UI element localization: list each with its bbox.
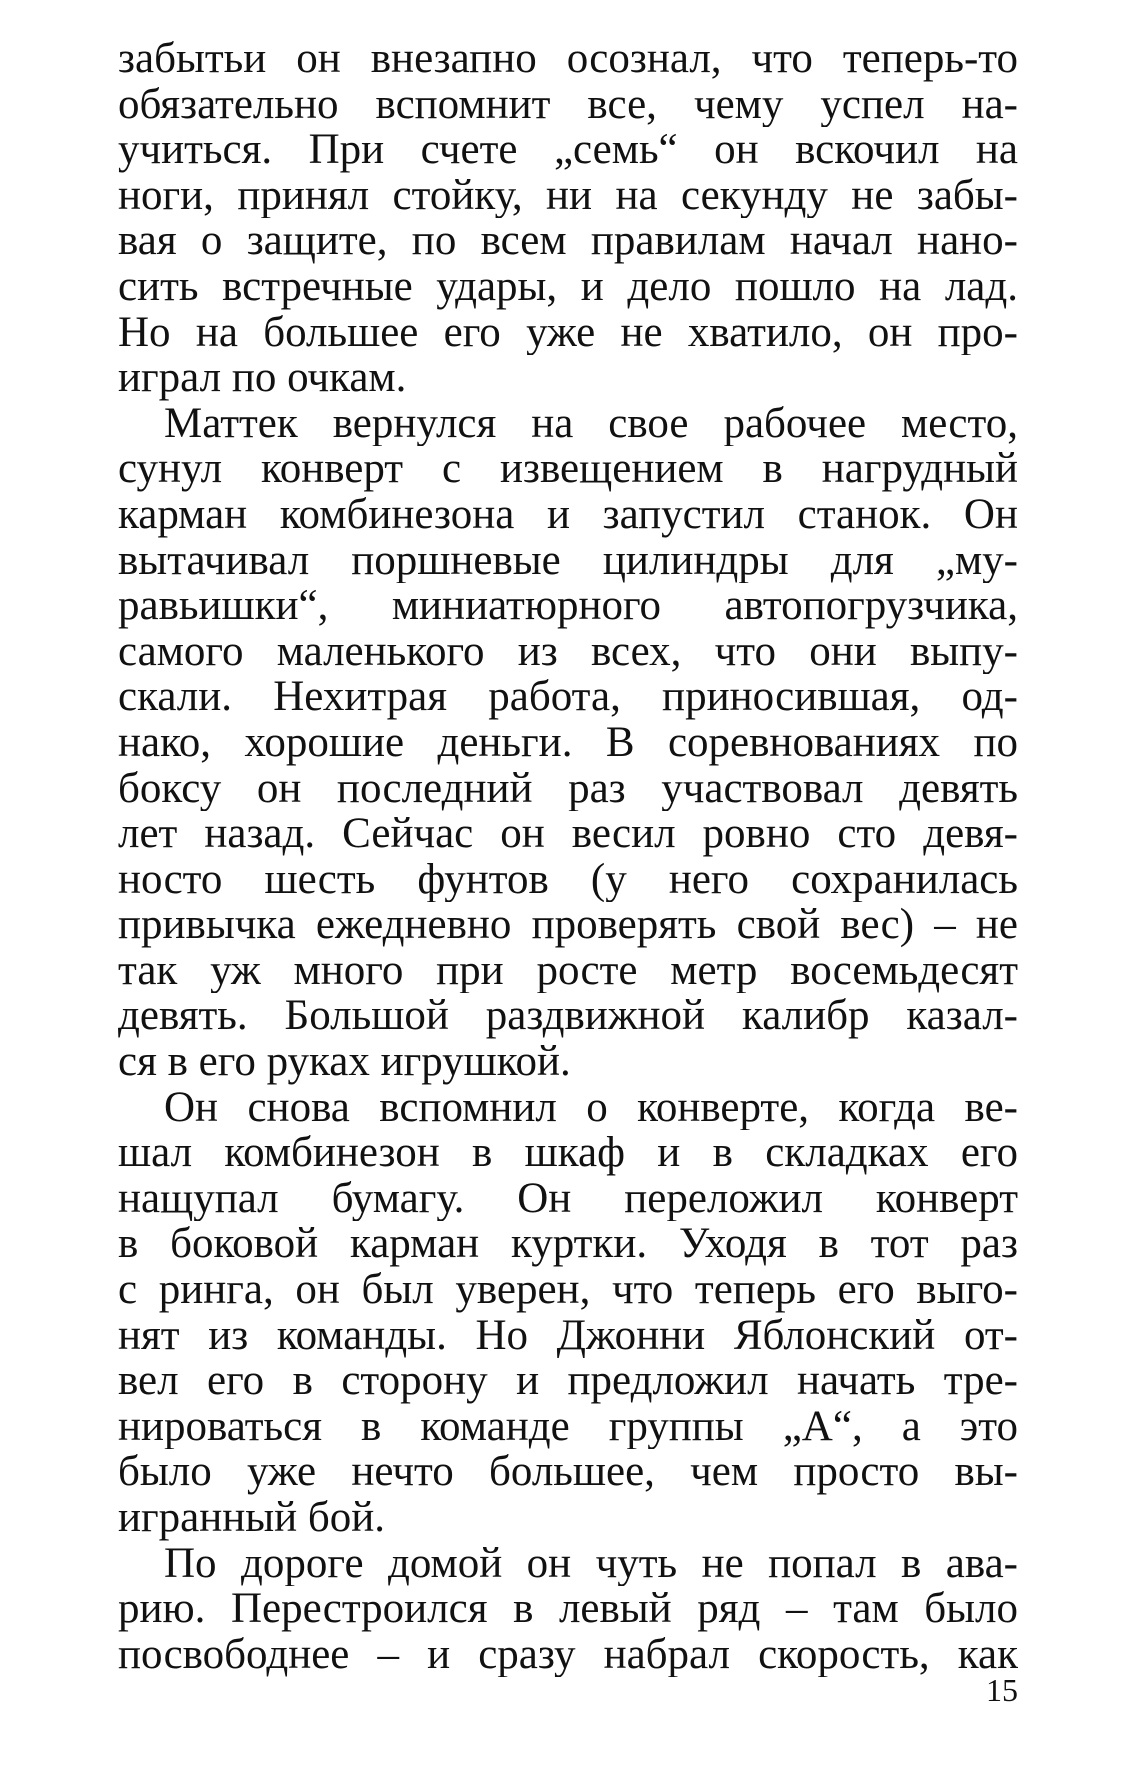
text-line: вел его в сторону и предложил начать тре- <box>118 1358 1018 1404</box>
page-number: 15 <box>986 1672 1018 1708</box>
text-line: забытьи он внезапно осознал, что теперь-то <box>118 36 1018 82</box>
text-line: равьишки“, миниатюрного автопогрузчика, <box>118 583 1018 629</box>
text-line: вая о защите, по всем правилам начал нано- <box>118 218 1018 264</box>
text-line: По дороге домой он чуть не попал в ава- <box>164 1540 1018 1587</box>
text-line: играл по очкам. <box>118 355 407 401</box>
text-line: Он снова вспомнил о конверте, когда ве- <box>164 1084 1018 1131</box>
text-line: сить встречные удары, и дело пошло на лад. <box>118 263 1018 310</box>
text-line: нироваться в команде группы „А“, а это <box>118 1403 1018 1450</box>
text-line: ся в его руках игрушкой. <box>118 1039 571 1085</box>
text-line: носто шесть фунтов (у него сохранилась <box>118 856 1018 903</box>
text-line: девять. Большой раздвижной калибр казал- <box>118 993 1018 1040</box>
text-line: в боковой карман куртки. Уходя в тот раз <box>118 1221 1018 1268</box>
text-line: нят из команды. Но Джонни Яблонский от- <box>118 1312 1018 1359</box>
text-line: нако, хорошие деньги. В соревнованиях по <box>118 719 1018 766</box>
text-line: ноги, принял стойку, ни на секунду не забы- <box>118 172 1018 219</box>
text-line: Маттек вернулся на свое рабочее место, <box>164 400 1018 447</box>
text-line: так уж много при росте метр восемьдесят <box>118 947 1018 994</box>
text-line: самого маленького из всех, что они выпу- <box>118 628 1018 675</box>
text-line: нащупал бумагу. Он переложил конверт <box>118 1175 1018 1222</box>
text-line: посвободнее – и сразу набрал скорость, как <box>118 1631 1018 1678</box>
page-body-text <box>118 36 1018 1677</box>
text-line: Но на большее его уже не хватило, он про- <box>118 309 1018 356</box>
text-line: сунул конверт с извещением в нагрудный <box>118 446 1018 492</box>
text-line: рию. Перестроился в левый ряд – там было <box>118 1586 1018 1632</box>
text-line: боксу он последний раз участвовал девять <box>118 765 1018 812</box>
text-line: привычка ежедневно проверять свой вес) – не <box>118 902 1018 948</box>
text-line: шал комбинезон в шкаф и в складках его <box>118 1130 1018 1176</box>
text-line: скали. Нехитрая работа, приносившая, од- <box>118 674 1018 720</box>
text-line: карман комбинезона и запустил станок. Он <box>118 491 1018 538</box>
text-line: учиться. При счете „семь“ он вскочил на <box>118 127 1018 173</box>
text-line: игранный бой. <box>118 1495 386 1541</box>
text-line: было уже нечто большее, чем просто вы- <box>118 1449 1018 1495</box>
text-line: вытачивал поршневые цилиндры для „му- <box>118 537 1018 584</box>
text-line: лет назад. Сейчас он весил ровно сто девя- <box>118 811 1018 857</box>
text-line: обязательно вспомнит все, чему успел на- <box>118 81 1018 128</box>
text-line: с ринга, он был уверен, что теперь его выго- <box>118 1267 1018 1313</box>
